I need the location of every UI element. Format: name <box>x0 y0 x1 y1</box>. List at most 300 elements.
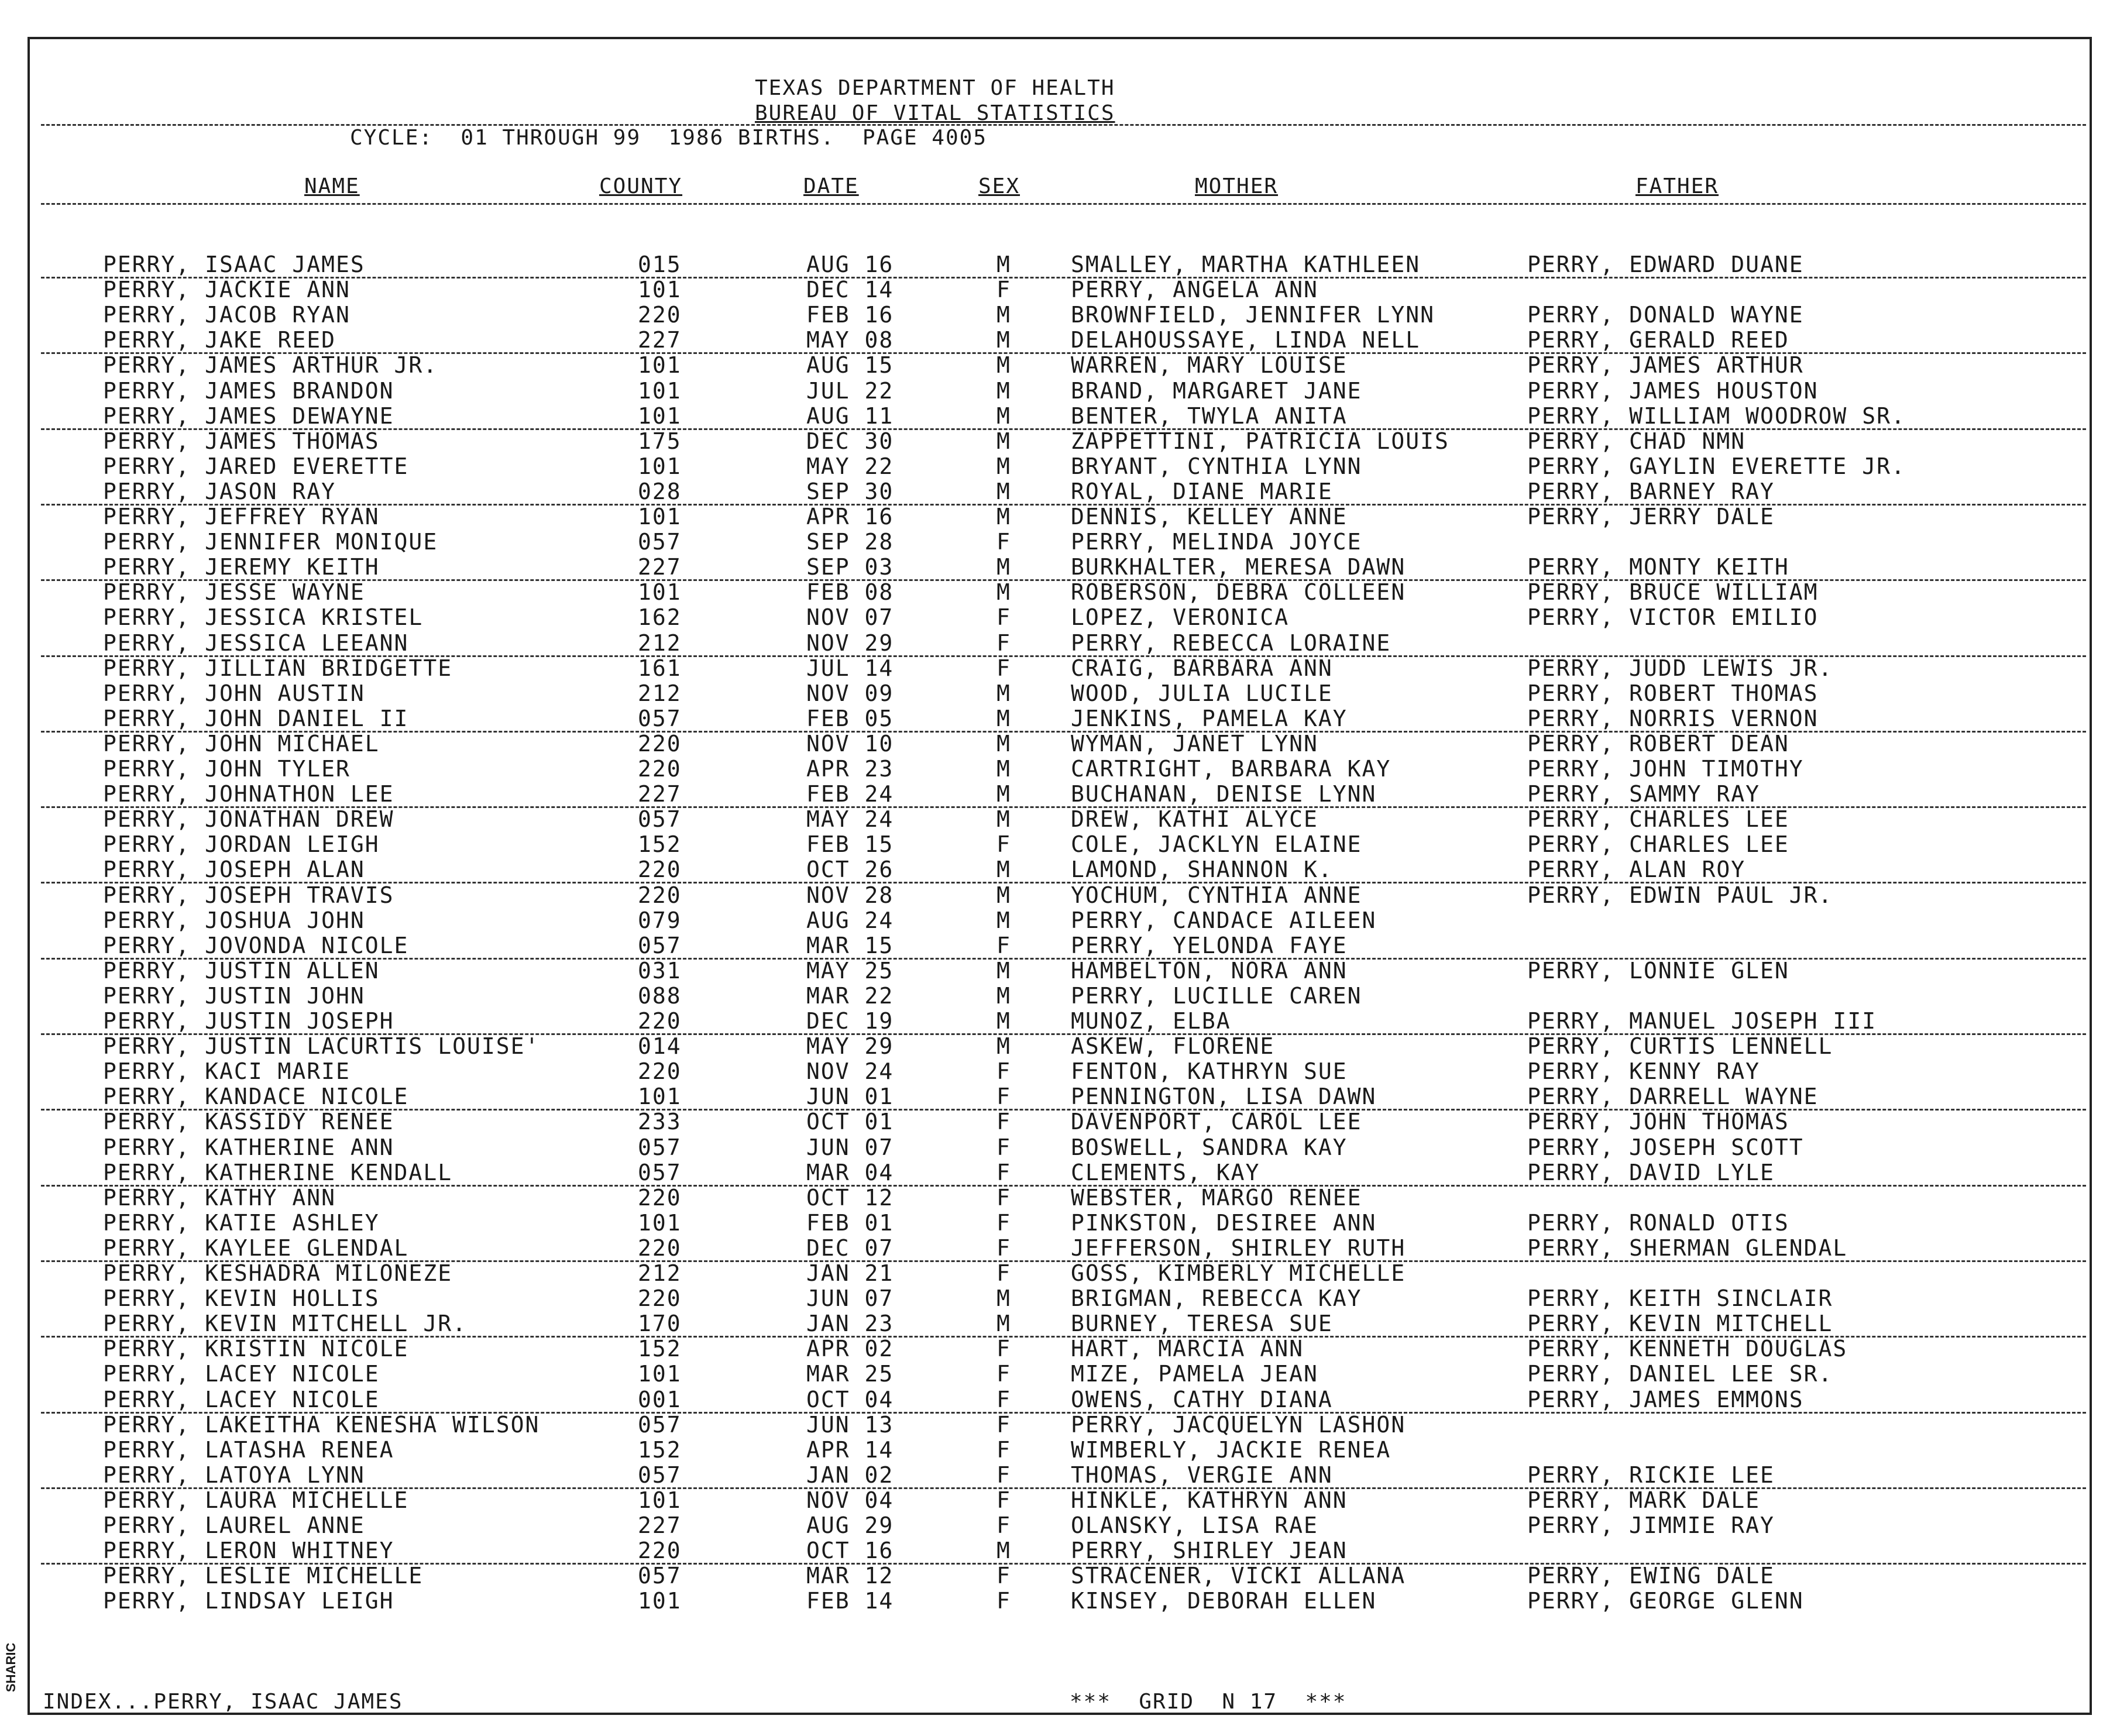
record-date: MAR 22 <box>806 982 894 1009</box>
record-mother: YOCHUM, CYNTHIA ANNE <box>1071 882 1362 908</box>
record-sex: F <box>997 1260 1011 1286</box>
record-father: PERRY, BARNEY RAY <box>1527 478 1775 504</box>
record-mother: BUCHANAN, DENISE LYNN <box>1071 781 1377 807</box>
record-date: DEC 14 <box>806 277 894 303</box>
record-mother: HAMBELTON, NORA ANN <box>1071 957 1348 984</box>
table-row <box>0 479 2127 504</box>
record-father: PERRY, DAVID LYLE <box>1527 1159 1775 1185</box>
record-sex: M <box>997 1285 1011 1312</box>
record-county: 057 <box>638 1411 682 1438</box>
record-sex: M <box>997 453 1011 479</box>
record-date: MAR 12 <box>806 1563 894 1589</box>
table-row <box>0 907 2127 933</box>
record-father: PERRY, KENNETH DOUGLAS <box>1527 1336 1848 1362</box>
record-date: MAY 22 <box>806 453 894 479</box>
record-county: 152 <box>638 1436 682 1463</box>
column-header-county: COUNTY <box>599 174 683 198</box>
record-county: 101 <box>638 1084 682 1110</box>
record-county: 101 <box>638 504 682 530</box>
record-date: NOV 10 <box>806 730 894 757</box>
record-mother: STRACENER, VICKI ALLANA <box>1071 1563 1406 1589</box>
record-name: PERRY, KAYLEE GLENDAL <box>103 1235 409 1261</box>
record-father: PERRY, ALAN ROY <box>1527 857 1746 883</box>
record-date: MAY 25 <box>806 957 894 984</box>
record-father: PERRY, JAMES EMMONS <box>1527 1386 1804 1412</box>
record-name: PERRY, JOHN AUSTIN <box>103 680 365 706</box>
record-sex: F <box>997 1588 1011 1614</box>
record-date: MAY 24 <box>806 806 894 833</box>
record-date: FEB 24 <box>806 781 894 807</box>
record-sex: F <box>997 1563 1011 1589</box>
record-sex: M <box>997 377 1011 404</box>
record-mother: BENTER, TWYLA ANITA <box>1071 403 1348 429</box>
record-name: PERRY, KANDACE NICOLE <box>103 1084 409 1110</box>
record-sex: F <box>997 1336 1011 1362</box>
record-mother: ZAPPETTINI, PATRICIA LOUIS <box>1071 428 1449 454</box>
record-mother: BRAND, MARGARET JANE <box>1071 377 1362 404</box>
record-date: MAR 04 <box>806 1159 894 1185</box>
record-county: 212 <box>638 630 682 656</box>
record-mother: ASKEW, FLORENE <box>1071 1033 1275 1060</box>
record-county: 212 <box>638 680 682 706</box>
record-name: PERRY, LAKEITHA KENESHA WILSON <box>103 1411 540 1438</box>
record-date: MAY 08 <box>806 327 894 353</box>
table-row <box>0 378 2127 403</box>
record-sex: F <box>997 529 1011 555</box>
record-name: PERRY, JOHNATHON LEE <box>103 781 394 807</box>
record-date: AUG 16 <box>806 252 894 277</box>
record-sex: F <box>997 1184 1011 1211</box>
record-name: PERRY, KEVIN MITCHELL JR. <box>103 1311 467 1337</box>
table-row <box>0 1462 2127 1487</box>
record-mother: BURNEY, TERESA SUE <box>1071 1311 1333 1337</box>
table-row <box>0 655 2127 680</box>
record-sex: M <box>997 730 1011 757</box>
record-mother: PERRY, CANDACE AILEEN <box>1071 907 1377 933</box>
record-county: 057 <box>638 806 682 833</box>
index-footer: INDEX...PERRY, ISAAC JAMES <box>43 1690 403 1714</box>
record-father: PERRY, VICTOR EMILIO <box>1527 604 1819 631</box>
record-mother: BROWNFIELD, JENNIFER LYNN <box>1071 302 1435 328</box>
record-mother: MUNOZ, ELBA <box>1071 1008 1231 1034</box>
table-row <box>0 403 2127 428</box>
record-date: JAN 21 <box>806 1260 894 1286</box>
record-mother: PENNINGTON, LISA DAWN <box>1071 1084 1377 1110</box>
record-name: PERRY, KATHERINE KENDALL <box>103 1159 453 1185</box>
record-name: PERRY, JACKIE ANN <box>103 277 351 303</box>
table-row <box>0 1538 2127 1563</box>
record-date: OCT 01 <box>806 1109 894 1135</box>
record-county: 079 <box>638 907 682 933</box>
record-name: PERRY, LESLIE MICHELLE <box>103 1563 424 1589</box>
table-row <box>0 1008 2127 1033</box>
record-name: PERRY, JENNIFER MONIQUE <box>103 529 438 555</box>
table-row <box>0 302 2127 327</box>
record-sex: M <box>997 1538 1011 1564</box>
record-date: JUN 13 <box>806 1411 894 1438</box>
record-sex: M <box>997 504 1011 530</box>
record-father: PERRY, JAMES HOUSTON <box>1527 377 1819 404</box>
record-mother: DREW, KATHI ALYCE <box>1071 806 1318 833</box>
column-header-name: NAME <box>304 174 360 198</box>
record-father: PERRY, KEVIN MITCHELL <box>1527 1311 1833 1337</box>
record-mother: LAMOND, SHANNON K. <box>1071 857 1333 883</box>
record-county: 031 <box>638 957 682 984</box>
record-sex: F <box>997 932 1011 958</box>
table-row <box>0 1311 2127 1336</box>
record-date: AUG 24 <box>806 907 894 933</box>
record-mother: DELAHOUSSAYE, LINDA NELL <box>1071 327 1421 353</box>
record-county: 057 <box>638 1134 682 1160</box>
record-county: 162 <box>638 604 682 631</box>
record-county: 220 <box>638 756 682 782</box>
record-county: 057 <box>638 1462 682 1488</box>
record-father: PERRY, JOSEPH SCOTT <box>1527 1134 1804 1160</box>
record-name: PERRY, JAMES DEWAYNE <box>103 403 394 429</box>
record-name: PERRY, JARED EVERETTE <box>103 453 409 479</box>
record-sex: M <box>997 882 1011 908</box>
table-row <box>0 882 2127 907</box>
record-name: PERRY, LATASHA RENEA <box>103 1436 394 1463</box>
record-date: NOV 07 <box>806 604 894 631</box>
table-row <box>0 428 2127 453</box>
record-sex: M <box>997 579 1011 606</box>
record-date: APR 16 <box>806 504 894 530</box>
record-date: JUN 01 <box>806 1084 894 1110</box>
record-sex: M <box>997 302 1011 328</box>
record-name: PERRY, KATIE ASHLEY <box>103 1209 380 1236</box>
bureau-title: BUREAU OF VITAL STATISTICS <box>755 101 1115 125</box>
record-father: PERRY, RICKIE LEE <box>1527 1462 1775 1488</box>
record-date: AUG 15 <box>806 352 894 379</box>
record-date: DEC 19 <box>806 1008 894 1034</box>
record-name: PERRY, KESHADRA MILONEZE <box>103 1260 453 1286</box>
record-father: PERRY, WILLIAM WOODROW SR. <box>1527 403 1906 429</box>
record-date: JAN 23 <box>806 1311 894 1337</box>
record-county: 220 <box>638 1538 682 1564</box>
record-date: OCT 12 <box>806 1184 894 1211</box>
column-header-mother: MOTHER <box>1195 174 1279 198</box>
record-county: 227 <box>638 327 682 353</box>
record-mother: HINKLE, KATHRYN ANN <box>1071 1487 1348 1513</box>
table-row <box>0 1512 2127 1538</box>
record-county: 220 <box>638 1058 682 1085</box>
record-mother: JEFFERSON, SHIRLEY RUTH <box>1071 1235 1406 1261</box>
table-row <box>0 781 2127 806</box>
record-name: PERRY, LAURA MICHELLE <box>103 1487 409 1513</box>
record-name: PERRY, LATOYA LYNN <box>103 1462 365 1488</box>
record-mother: FENTON, KATHRYN SUE <box>1071 1058 1348 1085</box>
record-date: NOV 04 <box>806 1487 894 1513</box>
record-county: 101 <box>638 1588 682 1614</box>
record-father: PERRY, GEORGE GLENN <box>1527 1588 1804 1614</box>
record-name: PERRY, LACEY NICOLE <box>103 1361 380 1387</box>
record-name: PERRY, JUSTIN JOSEPH <box>103 1008 394 1034</box>
record-father: PERRY, LONNIE GLEN <box>1527 957 1789 984</box>
record-date: APR 14 <box>806 1436 894 1463</box>
table-row <box>0 1109 2127 1134</box>
table-row <box>0 983 2127 1008</box>
record-name: PERRY, JAKE REED <box>103 327 336 353</box>
record-sex: F <box>997 1487 1011 1513</box>
record-mother: CARTRIGHT, BARBARA KAY <box>1071 756 1391 782</box>
record-mother: BRYANT, CYNTHIA LYNN <box>1071 453 1362 479</box>
record-name: PERRY, JUSTIN ALLEN <box>103 957 380 984</box>
table-row <box>0 1260 2127 1285</box>
table-row <box>0 731 2127 756</box>
record-mother: SMALLEY, MARTHA KATHLEEN <box>1071 252 1421 277</box>
record-county: 101 <box>638 1487 682 1513</box>
record-county: 227 <box>638 554 682 580</box>
record-sex: M <box>997 252 1011 277</box>
record-mother: DENNIS, KELLEY ANNE <box>1071 504 1348 530</box>
record-mother: PINKSTON, DESIREE ANN <box>1071 1209 1377 1236</box>
record-father: PERRY, DONALD WAYNE <box>1527 302 1804 328</box>
record-mother: KINSEY, DEBORAH ELLEN <box>1071 1588 1377 1614</box>
record-sex: F <box>997 1109 1011 1135</box>
record-county: 175 <box>638 428 682 454</box>
table-row <box>0 630 2127 655</box>
table-row <box>0 579 2127 604</box>
table-row <box>0 1210 2127 1235</box>
record-county: 001 <box>638 1386 682 1412</box>
record-date: SEP 03 <box>806 554 894 580</box>
record-county: 220 <box>638 882 682 908</box>
record-mother: WOOD, JULIA LUCILE <box>1071 680 1333 706</box>
table-row <box>0 327 2127 352</box>
record-mother: WEBSTER, MARGO RENEE <box>1071 1184 1362 1211</box>
record-name: PERRY, KATHERINE ANN <box>103 1134 394 1160</box>
record-sex: F <box>997 1386 1011 1412</box>
table-row <box>0 277 2127 302</box>
record-county: 101 <box>638 352 682 379</box>
column-header-divider <box>41 203 2086 205</box>
record-date: MAR 15 <box>806 932 894 958</box>
record-date: APR 23 <box>806 756 894 782</box>
record-county: 088 <box>638 982 682 1009</box>
record-name: PERRY, JOVONDA NICOLE <box>103 932 409 958</box>
record-name: PERRY, KACI MARIE <box>103 1058 351 1085</box>
record-county: 227 <box>638 1512 682 1538</box>
record-county: 212 <box>638 1260 682 1286</box>
record-father: PERRY, ROBERT THOMAS <box>1527 680 1819 706</box>
record-county: 057 <box>638 529 682 555</box>
record-name: PERRY, JOSHUA JOHN <box>103 907 365 933</box>
header-divider <box>41 124 2086 126</box>
record-name: PERRY, JEREMY KEITH <box>103 554 380 580</box>
record-name: PERRY, JOSEPH TRAVIS <box>103 882 394 908</box>
record-date: NOV 09 <box>806 680 894 706</box>
record-mother: GOSS, KIMBERLY MICHELLE <box>1071 1260 1406 1286</box>
column-header-father: FATHER <box>1635 174 1719 198</box>
record-sex: M <box>997 352 1011 379</box>
record-sex: M <box>997 554 1011 580</box>
table-row <box>0 857 2127 882</box>
record-mother: MIZE, PAMELA JEAN <box>1071 1361 1318 1387</box>
record-county: 152 <box>638 831 682 858</box>
record-date: JAN 02 <box>806 1462 894 1488</box>
record-name: PERRY, JUSTIN LACURTIS LOUISE' <box>103 1033 540 1060</box>
record-mother: WIMBERLY, JACKIE RENEA <box>1071 1436 1391 1463</box>
record-county: 220 <box>638 1008 682 1034</box>
record-father: PERRY, KEITH SINCLAIR <box>1527 1285 1833 1312</box>
record-county: 057 <box>638 1563 682 1589</box>
record-mother: CRAIG, BARBARA ANN <box>1071 655 1333 681</box>
record-sex: M <box>997 705 1011 731</box>
record-mother: PERRY, JACQUELYN LASHON <box>1071 1411 1406 1438</box>
record-county: 101 <box>638 453 682 479</box>
record-mother: PERRY, SHIRLEY JEAN <box>1071 1538 1348 1564</box>
record-father: PERRY, JOHN THOMAS <box>1527 1109 1789 1135</box>
record-sex: F <box>997 1058 1011 1085</box>
table-row <box>0 604 2127 630</box>
table-row <box>0 352 2127 377</box>
record-sex: F <box>997 1134 1011 1160</box>
table-row <box>0 1135 2127 1160</box>
record-county: 220 <box>638 1184 682 1211</box>
record-sex: M <box>997 1033 1011 1060</box>
record-county: 028 <box>638 478 682 504</box>
record-date: MAY 29 <box>806 1033 894 1060</box>
record-sex: F <box>997 604 1011 631</box>
record-father: PERRY, CURTIS LENNELL <box>1527 1033 1833 1060</box>
table-row <box>0 1336 2127 1361</box>
record-father: PERRY, JERRY DALE <box>1527 504 1775 530</box>
record-mother: WARREN, MARY LOUISE <box>1071 352 1348 379</box>
record-name: PERRY, LACEY NICOLE <box>103 1386 380 1412</box>
table-row <box>0 1563 2127 1588</box>
record-name: PERRY, JAMES ARTHUR JR. <box>103 352 438 379</box>
record-mother: THOMAS, VERGIE ANN <box>1071 1462 1333 1488</box>
table-row <box>0 1412 2127 1437</box>
table-row <box>0 1235 2127 1260</box>
record-sex: M <box>997 478 1011 504</box>
record-date: AUG 11 <box>806 403 894 429</box>
table-row <box>0 1285 2127 1311</box>
record-name: PERRY, JAMES THOMAS <box>103 428 380 454</box>
record-county: 057 <box>638 932 682 958</box>
record-sex: F <box>997 1512 1011 1538</box>
table-row <box>0 1487 2127 1512</box>
record-date: OCT 26 <box>806 857 894 883</box>
table-row <box>0 554 2127 579</box>
record-sex: M <box>997 857 1011 883</box>
table-row <box>0 756 2127 781</box>
record-sex: F <box>997 1209 1011 1236</box>
record-father: PERRY, EWING DALE <box>1527 1563 1775 1589</box>
record-sex: F <box>997 655 1011 681</box>
record-sex: F <box>997 1159 1011 1185</box>
record-sex: M <box>997 327 1011 353</box>
table-row <box>0 706 2127 731</box>
record-county: 101 <box>638 1361 682 1387</box>
record-date: FEB 05 <box>806 705 894 731</box>
record-father: PERRY, MONTY KEITH <box>1527 554 1789 580</box>
table-row <box>0 958 2127 983</box>
record-sex: M <box>997 1311 1011 1337</box>
record-sex: F <box>997 1361 1011 1387</box>
record-county: 170 <box>638 1311 682 1337</box>
record-county: 101 <box>638 377 682 404</box>
table-row <box>0 1387 2127 1412</box>
record-father: PERRY, GERALD REED <box>1527 327 1789 353</box>
record-father: PERRY, MANUEL JOSEPH III <box>1527 1008 1877 1034</box>
record-sex: F <box>997 1436 1011 1463</box>
table-row <box>0 1058 2127 1084</box>
record-sex: M <box>997 756 1011 782</box>
record-mother: PERRY, REBECCA LORAINE <box>1071 630 1391 656</box>
record-date: FEB 01 <box>806 1209 894 1236</box>
record-mother: ROBERSON, DEBRA COLLEEN <box>1071 579 1406 606</box>
record-sex: M <box>997 403 1011 429</box>
record-name: PERRY, KRISTIN NICOLE <box>103 1336 409 1362</box>
record-name: PERRY, JESSICA KRISTEL <box>103 604 424 631</box>
record-name: PERRY, KEVIN HOLLIS <box>103 1285 380 1312</box>
record-date: MAR 25 <box>806 1361 894 1387</box>
column-header-sex: SEX <box>978 174 1020 198</box>
record-name: PERRY, KASSIDY RENEE <box>103 1109 394 1135</box>
record-sex: M <box>997 428 1011 454</box>
record-date: DEC 07 <box>806 1235 894 1261</box>
record-county: 233 <box>638 1109 682 1135</box>
record-name: PERRY, JACOB RYAN <box>103 302 351 328</box>
record-county: 057 <box>638 705 682 731</box>
record-date: OCT 16 <box>806 1538 894 1564</box>
record-date: AUG 29 <box>806 1512 894 1538</box>
record-county: 220 <box>638 1285 682 1312</box>
record-mother: PERRY, ANGELA ANN <box>1071 277 1318 303</box>
record-date: DEC 30 <box>806 428 894 454</box>
record-name: PERRY, LAUREL ANNE <box>103 1512 365 1538</box>
record-mother: JENKINS, PAMELA KAY <box>1071 705 1348 731</box>
record-sex: M <box>997 982 1011 1009</box>
record-county: 057 <box>638 1159 682 1185</box>
record-date: NOV 24 <box>806 1058 894 1085</box>
table-row <box>0 1185 2127 1210</box>
record-father: PERRY, DANIEL LEE SR. <box>1527 1361 1833 1387</box>
record-mother: PERRY, YELONDA FAYE <box>1071 932 1348 958</box>
record-county: 101 <box>638 579 682 606</box>
record-sex: M <box>997 781 1011 807</box>
record-date: JUN 07 <box>806 1134 894 1160</box>
record-date: JUL 22 <box>806 377 894 404</box>
record-father: PERRY, JOHN TIMOTHY <box>1527 756 1804 782</box>
record-mother: PERRY, LUCILLE CAREN <box>1071 982 1362 1009</box>
record-date: SEP 28 <box>806 529 894 555</box>
table-row <box>0 529 2127 554</box>
record-county: 101 <box>638 403 682 429</box>
record-sex: F <box>997 831 1011 858</box>
record-county: 227 <box>638 781 682 807</box>
record-mother: OLANSKY, LISA RAE <box>1071 1512 1318 1538</box>
table-row <box>0 504 2127 529</box>
record-name: PERRY, JEFFREY RYAN <box>103 504 380 530</box>
record-name: PERRY, JUSTIN JOHN <box>103 982 365 1009</box>
record-date: FEB 15 <box>806 831 894 858</box>
record-date: OCT 04 <box>806 1386 894 1412</box>
record-name: PERRY, JOHN DANIEL II <box>103 705 409 731</box>
record-date: FEB 14 <box>806 1588 894 1614</box>
record-sex: F <box>997 1084 1011 1110</box>
record-mother: WYMAN, JANET LYNN <box>1071 730 1318 757</box>
record-sex: F <box>997 277 1011 303</box>
record-father: PERRY, ROBERT DEAN <box>1527 730 1789 757</box>
table-row <box>0 1437 2127 1462</box>
record-county: 220 <box>638 1235 682 1261</box>
cycle-line: CYCLE: 01 THROUGH 99 1986 BIRTHS. PAGE 4005 <box>350 126 987 150</box>
record-father: PERRY, RONALD OTIS <box>1527 1209 1789 1236</box>
table-row <box>0 1588 2127 1613</box>
